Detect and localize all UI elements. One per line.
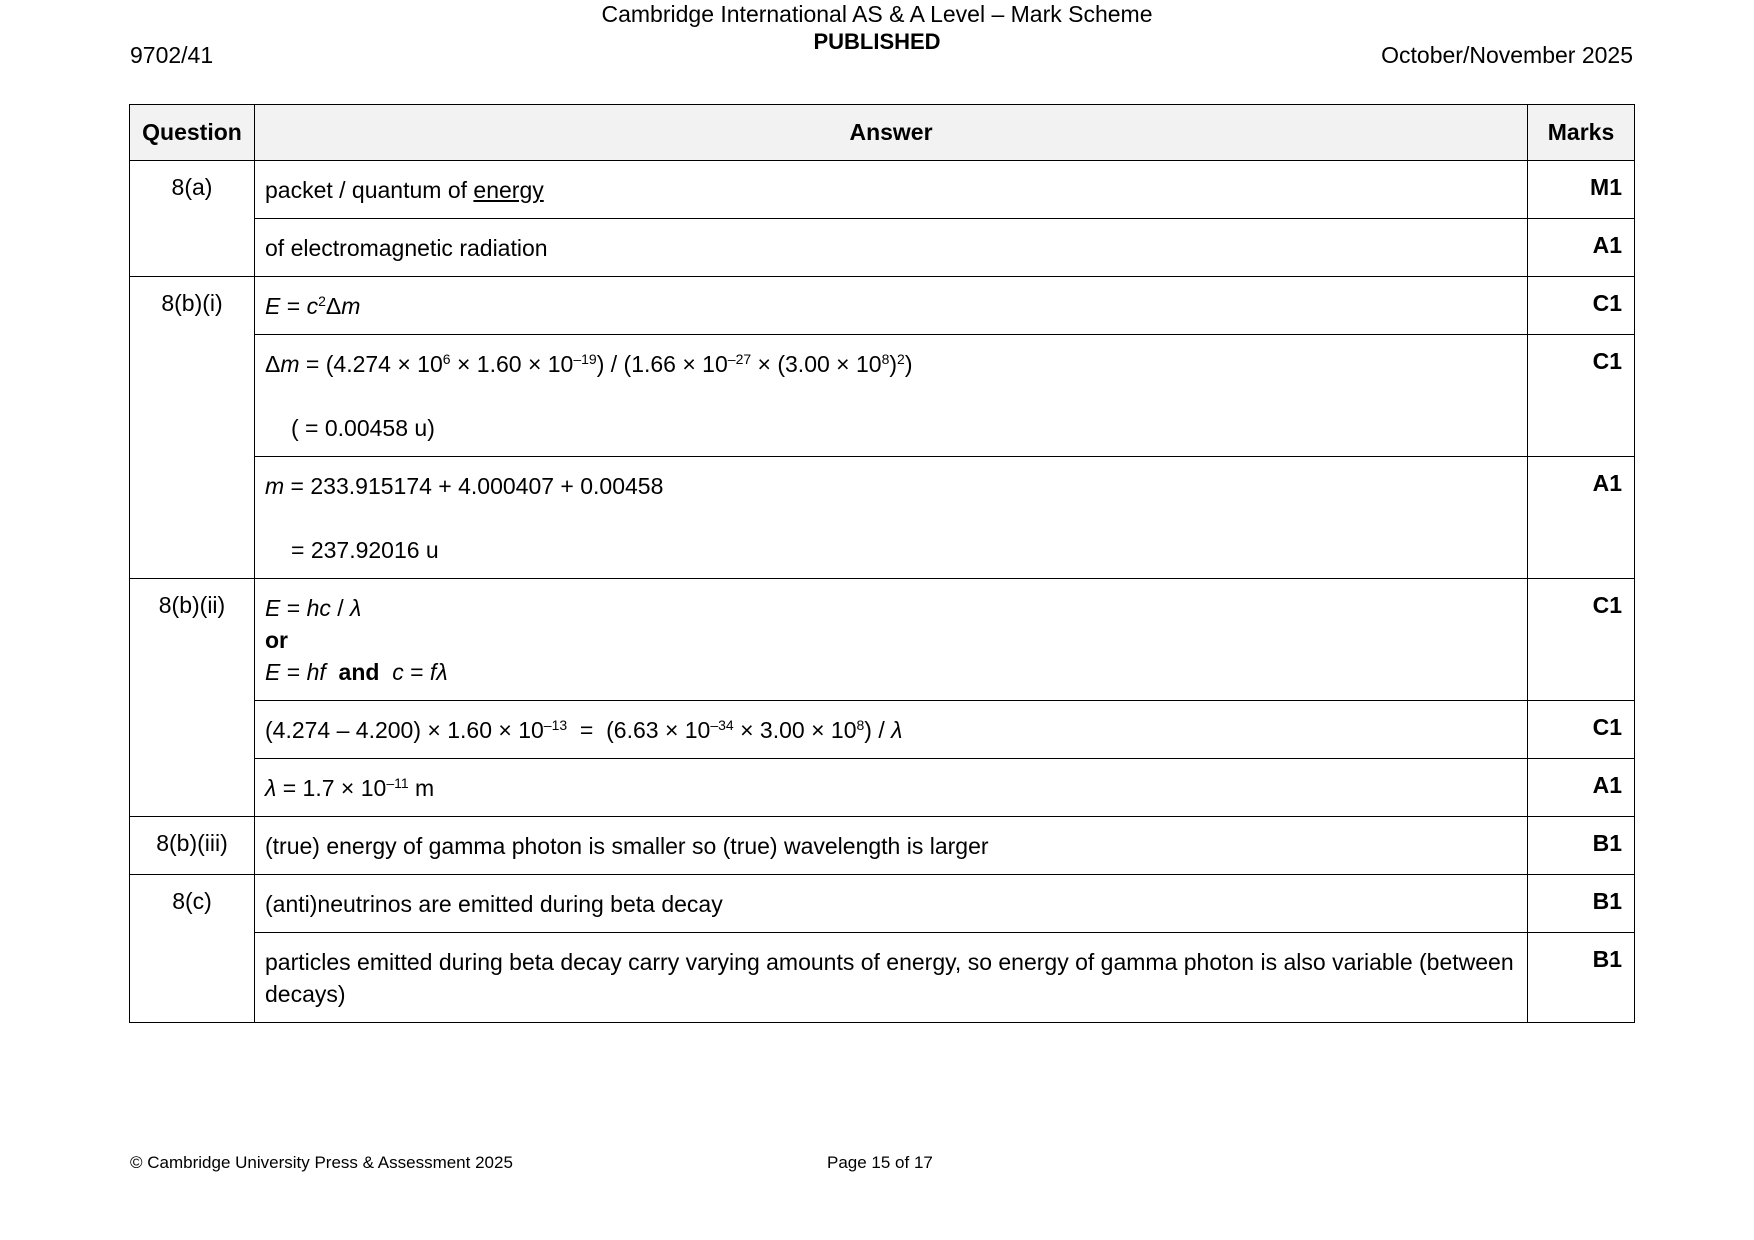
answer-cell bbox=[255, 457, 1528, 579]
exponent: –34 bbox=[710, 717, 734, 733]
document-title: Cambridge International AS & A Level – Mark Scheme bbox=[601, 1, 1153, 27]
table-row bbox=[130, 219, 1635, 277]
published-label: PUBLISHED bbox=[813, 29, 941, 54]
mark-code: B1 bbox=[1528, 817, 1635, 875]
expression-part: × 3.00 × 10 bbox=[733, 717, 857, 743]
exponent: 6 bbox=[442, 351, 451, 367]
exponent: 8 bbox=[881, 351, 890, 367]
or-connector: or bbox=[265, 627, 288, 653]
answer-cell bbox=[255, 277, 1528, 335]
table-row bbox=[130, 701, 1635, 759]
question-number: 8(b)(ii) bbox=[130, 579, 255, 817]
formula-line bbox=[265, 592, 1517, 624]
mark-scheme-table bbox=[129, 104, 1635, 1023]
mark-code: C1 bbox=[1528, 277, 1635, 335]
table-row bbox=[130, 457, 1635, 579]
exam-session: October/November 2025 bbox=[1381, 42, 1633, 68]
answer-cell bbox=[255, 579, 1528, 701]
answer-cell bbox=[255, 701, 1528, 759]
table-row bbox=[130, 335, 1635, 457]
expression-part: = (6.63 × 10 bbox=[567, 717, 711, 743]
table-row bbox=[130, 817, 1635, 875]
answer-text: packet / quantum of bbox=[265, 177, 474, 203]
question-column-header: Question bbox=[130, 105, 255, 161]
equals-sign: = bbox=[280, 293, 307, 319]
symbol-f: f bbox=[429, 659, 437, 685]
table-row bbox=[130, 579, 1635, 701]
symbol-hf: hf bbox=[306, 659, 326, 685]
exponent: –13 bbox=[543, 717, 568, 733]
answer-cell bbox=[255, 759, 1528, 817]
question-number: 8(a) bbox=[130, 161, 255, 277]
working-result: = 237.92016 u bbox=[291, 537, 439, 563]
symbol-hc: hc bbox=[306, 595, 331, 621]
expression-part: ) / bbox=[864, 717, 892, 743]
delta-symbol: Δ bbox=[265, 351, 281, 377]
table-row bbox=[130, 933, 1635, 1023]
mark-code: A1 bbox=[1528, 457, 1635, 579]
answer-underlined-keyword: energy bbox=[473, 177, 544, 203]
divide-sign: / bbox=[330, 595, 351, 621]
question-number: 8(b)(iii) bbox=[130, 817, 255, 875]
mark-code: C1 bbox=[1528, 701, 1635, 759]
symbol-E: E bbox=[265, 293, 281, 319]
delta-symbol: Δ bbox=[325, 293, 342, 319]
expression-part: = 233.915174 + 4.000407 + 0.00458 bbox=[284, 473, 664, 499]
exponent: –27 bbox=[727, 351, 752, 367]
formula-line bbox=[265, 656, 1517, 688]
expression-part: ) bbox=[904, 351, 913, 377]
symbol-m: m bbox=[265, 473, 285, 499]
mark-code: C1 bbox=[1528, 579, 1635, 701]
equals-sign: = bbox=[410, 659, 430, 685]
mark-code: B1 bbox=[1528, 933, 1635, 1023]
exponent: –11 bbox=[386, 775, 409, 791]
answer-column-header: Answer bbox=[255, 105, 1528, 161]
question-number: 8(c) bbox=[130, 875, 255, 1023]
marks-column-header: Marks bbox=[1528, 105, 1635, 161]
lambda-symbol: λ bbox=[436, 659, 448, 685]
expression-part: ) bbox=[889, 351, 898, 377]
equals-sign: = bbox=[280, 659, 307, 685]
expression-part: = (4.274 × 10 bbox=[299, 351, 443, 377]
table-row bbox=[130, 875, 1635, 933]
symbol-E: E bbox=[265, 595, 281, 621]
and-connector: and bbox=[338, 659, 380, 685]
table-header-row bbox=[130, 105, 1635, 161]
mark-code: B1 bbox=[1528, 875, 1635, 933]
answer-text: of electromagnetic radiation bbox=[255, 219, 1528, 277]
table-row bbox=[130, 161, 1635, 219]
table-row bbox=[130, 277, 1635, 335]
exponent: 2 bbox=[318, 293, 326, 309]
expression-part: × (3.00 × 10 bbox=[751, 351, 882, 377]
symbol-c: c bbox=[306, 293, 319, 319]
lambda-symbol: λ bbox=[891, 717, 903, 743]
page-number: Page 15 of 17 bbox=[827, 1153, 933, 1172]
exponent: 2 bbox=[897, 351, 905, 367]
question-number: 8(b)(i) bbox=[130, 277, 255, 579]
mark-code: A1 bbox=[1528, 219, 1635, 277]
table-row bbox=[130, 759, 1635, 817]
exponent: –19 bbox=[573, 351, 597, 367]
copyright-notice: © Cambridge University Press & Assessment 2025 bbox=[130, 1153, 513, 1172]
mark-code: C1 bbox=[1528, 335, 1635, 457]
expression-part: = 1.7 × 10 bbox=[276, 775, 387, 801]
mark-code: A1 bbox=[1528, 759, 1635, 817]
exponent: 8 bbox=[856, 717, 865, 733]
lambda-symbol: λ bbox=[265, 775, 277, 801]
answer-cell bbox=[255, 161, 1528, 219]
expression-part: (4.274 – 4.200) × 1.60 × 10 bbox=[265, 717, 544, 743]
symbol-m: m bbox=[280, 351, 300, 377]
symbol-c: c bbox=[392, 659, 404, 685]
answer-text: (true) energy of gamma photon is smaller so (true) wavelength is larger bbox=[255, 817, 1528, 875]
equals-sign: = bbox=[280, 595, 307, 621]
answer-text: (anti)neutrinos are emitted during beta decay bbox=[255, 875, 1528, 933]
symbol-E: E bbox=[265, 659, 281, 685]
expression-part: ) / (1.66 × 10 bbox=[596, 351, 728, 377]
answer-cell bbox=[255, 335, 1528, 457]
paper-code: 9702/41 bbox=[130, 42, 214, 68]
mark-code: M1 bbox=[1528, 161, 1635, 219]
expression-part: × 1.60 × 10 bbox=[450, 351, 574, 377]
working-line bbox=[265, 470, 1517, 502]
expression-part: m bbox=[408, 775, 435, 801]
symbol-m: m bbox=[341, 293, 361, 319]
lambda-symbol: λ bbox=[350, 595, 362, 621]
working-line bbox=[265, 348, 1517, 380]
answer-text: particles emitted during beta decay carry varying amounts of energy, so energy of gamma photon is also variable (between decays) bbox=[255, 933, 1528, 1023]
working-result: ( = 0.00458 u) bbox=[291, 415, 435, 441]
